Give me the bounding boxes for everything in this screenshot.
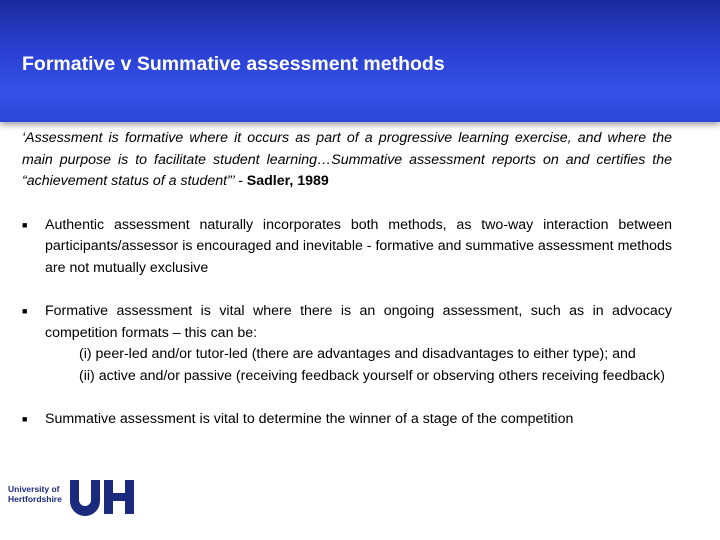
quote-text: ‘Assessment is formative where it occurs as part of a progressive learning exercise, and where the main purpose is to facilitate student learning…Summative assessment reports on and certifies the “achievement status of a student”’ - xyxy=(22,130,672,189)
university-logo xyxy=(6,478,136,518)
bullet-authentic-text: Authentic assessment naturally incorporates both methods, as two-way interaction between participants/assessor is encouraged and inevitable - formative and summative assessment methods are not mutually exclusive xyxy=(45,216,672,276)
bullet-summative-text: Summative assessment is vital to determine the winner of a stage of the competition xyxy=(45,411,574,427)
bullet-square-icon: ■ xyxy=(22,219,28,230)
bullet-square-icon: ■ xyxy=(22,306,28,316)
slide-content xyxy=(22,128,672,431)
bullet-formative xyxy=(22,301,672,387)
quote-author: Sadler, 1989 xyxy=(246,173,329,189)
uh-logo-icon xyxy=(68,478,136,516)
title-banner xyxy=(0,0,720,122)
sadler-quote xyxy=(22,128,672,193)
bullet-authentic xyxy=(22,215,672,280)
sub-point-peer-led: (i) peer-led and/or tutor-led (there are advantages and disadvantages to either type); and xyxy=(79,346,636,362)
logo-line-1: University of xyxy=(8,484,60,494)
sub-point-active-passive: (ii) active and/or passive (receiving feedback yourself or observing others receiving feedback) xyxy=(79,367,665,384)
logo-line-2: Hertfordshire xyxy=(8,494,62,504)
bullet-square-icon: ■ xyxy=(22,414,28,424)
bullet-formative-text: Formative assessment is vital where there is an ongoing assessment, such as in advocacy competition formats – this can be: xyxy=(45,303,672,341)
slide-title: Formative v Summative assessment methods xyxy=(22,53,445,75)
logo-wordmark xyxy=(8,484,62,504)
bullet-summative xyxy=(22,409,672,431)
